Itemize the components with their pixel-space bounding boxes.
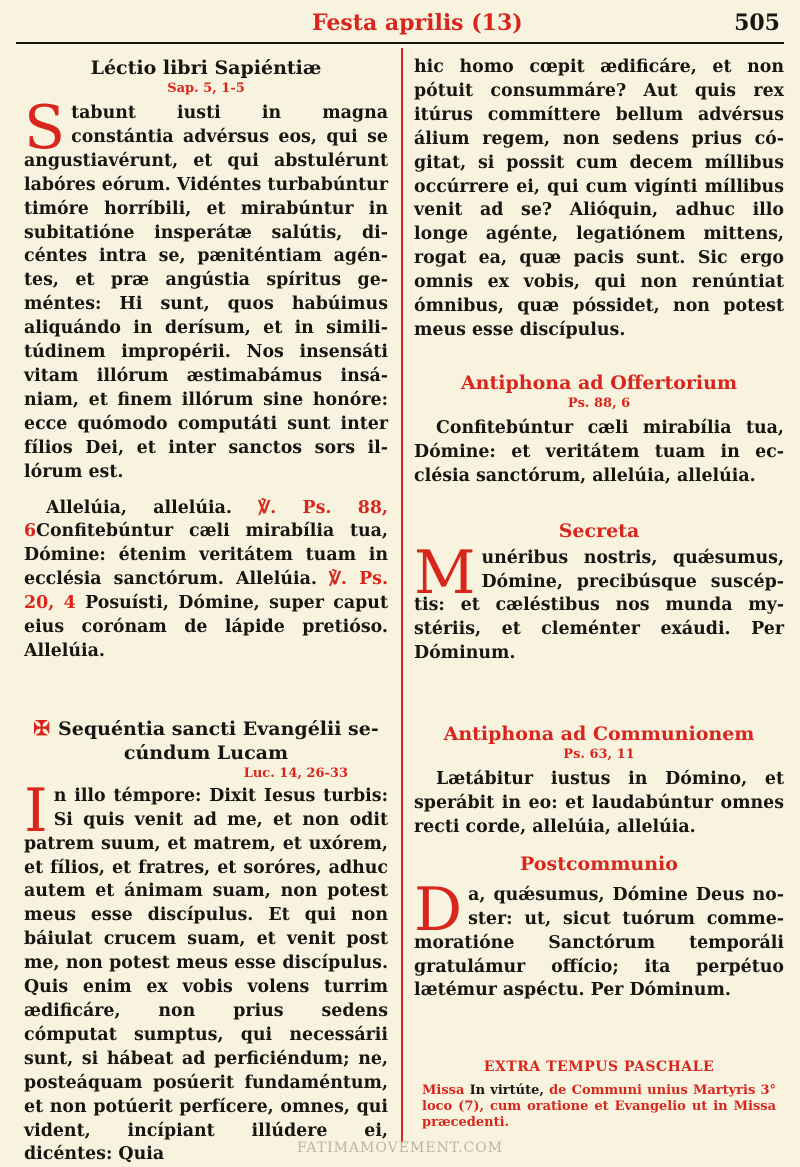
communion-ref: Ps. 63, 11	[563, 747, 635, 763]
postcommunion-title: Postcommunio	[520, 852, 678, 875]
versicle-1: ℣. Ps. 88, 6	[24, 497, 388, 542]
column-divider	[401, 48, 403, 1142]
page-number: 505	[734, 10, 780, 36]
gospel-heading	[24, 716, 388, 765]
gospel-continued: hic homo cœpit ædificáre, et non pótuit consummáre? Aut quis rex itúrus commíttere bellum advérsus álium regem, non sedens prius cógitat, si possit cum decem míllibus occúrrere ei, qui cum vigínti míllibus venit ad se? Alióquin, adhuc illo longe agénte, legatiónem mittens, rogat ea, quæ pacis sunt. Sic ergo omnis ex vobis, qui non renúntiat ómnibus, quæ póssidet, non potest meus esse discípulus.	[414, 57, 784, 340]
lesson-initial: S	[24, 93, 66, 163]
lesson-title: Léctio libri Sapiéntiæ	[90, 57, 322, 79]
postcommunion-initial: D	[414, 874, 463, 945]
extra-tempus-text	[414, 1083, 784, 1131]
extra-commune: de Communi unius Martyris 3° loco (7), cum oratione et Evangelio ut in Missa præcedenti.	[422, 1083, 776, 1131]
postcommunion-text	[414, 874, 784, 1004]
secret-initial: M	[414, 537, 476, 608]
gospel-text	[24, 775, 388, 1167]
offertory-title: Antiphona ad Offertorium	[460, 371, 738, 394]
secret-text	[414, 537, 784, 667]
alleluia-paragraph	[24, 497, 388, 664]
lesson-ref: Sap. 5, 1-5	[167, 81, 245, 96]
lesson-text	[24, 93, 388, 485]
page-header	[16, 6, 784, 44]
secret-title: Secreta	[558, 519, 640, 542]
feast-title: Festa aprilis (13)	[312, 10, 523, 36]
alleluia-verse-2: Posuísti, Dómine, super caput eius corónam de lápide pretióso. Allelúia.	[24, 593, 388, 661]
right-column	[414, 56, 784, 1131]
extra-in-virtute: In virtúte,	[469, 1083, 544, 1099]
alleluia-verse-1: Confitebúntur cæli mirabília tua, Dómine: étenim veritátem tuam in ecclésia sanctórum. Allelúia.	[24, 521, 388, 590]
versicle-2: ℣. Ps. 20, 4	[24, 569, 389, 614]
communion-title: Antiphona ad Communionem	[443, 723, 755, 746]
gospel-body: n illo témpore: Dixit Iesus turbis: Si quis venit ad me, et non odit patrem suum, et matrem, et uxórem, et fílios, et fratres, et soróres, adhuc autem et ánimam suam, non potest meus esse discípulus. Et qui non báiulat crucem suam, et venit post me, non potest meus esse discípulus. Quis enim ex vobis volens turrim ædificáre, non prius sedens cómputat sumptus, qui necessárii sunt, si hábeat ad perficiéndum; ne, posteáquam posúerit fundaméntum, et non potúerit perfícere, omnes, qui vident, incípiant illúdere ei, dicéntes: Quia	[24, 785, 388, 1165]
offertory-ref: Ps. 88, 6	[567, 395, 631, 411]
offertory-text: Confitebúntur cæli mirabília tua, Dómine: et veritátem tuam in ecclésia sanctórum, allelúia, allelúia.	[414, 417, 784, 486]
left-column	[24, 56, 388, 1167]
header-rule	[16, 42, 784, 44]
extra-tempus-title: EXTRA TEMPUS PASCHALE	[483, 1059, 715, 1076]
postcommunion-body: a, quǽsumus, Dómine Deus noster: ut, sicut tuórum commemoratióne Sanctórum temporáli gratulámur offício; ita perpétuo lætémur aspéctu. Per Dóminum.	[414, 884, 784, 1001]
alleluia-1: Allelúia, allelúia.	[46, 497, 232, 518]
lesson-body: tabunt iusti in magna constántia advérsus eos, qui se angustiavérunt, et qui abstulérunt labóres eórum. Vidéntes turbabúntur timóre horríbili, et mirabúntur in subitatióne insperátæ salútis, dicéntes intra se, pæniténtiam agéntes, et præ angústia spíritus geméntes: Hi sunt, quos habúimus aliquándo in derísum, et in similitúdinem impropérii. Nos insensáti vitam illórum æstimabámus insániam, et finem illórum sine honóre: ecce quómodo computáti sunt inter fílios Dei, et inter sanctos sors illórum est.	[24, 103, 388, 482]
gospel-ref: Luc. 14, 26-33	[243, 765, 348, 781]
secret-body: unéribus nostris, quǽsumus, Dómine, precibúsque suscéptis: et cæléstibus nos munda mystériis, et cleménter exáudi. Per Dóminum.	[414, 547, 784, 664]
communion-text: Lætábitur iustus in Dómino, et sperábit in eo: et laudabúntur omnes recti corde, allelúia, allelúia.	[414, 769, 784, 837]
gospel-title: Sequéntia sancti Evangélii secúndum Lucam	[58, 717, 379, 764]
watermark: FATIMAMOVEMENT.COM	[296, 1140, 504, 1156]
cross-icon: ✠	[33, 715, 51, 740]
gospel-initial: I	[24, 775, 48, 846]
extra-missa: Missa	[422, 1083, 465, 1099]
